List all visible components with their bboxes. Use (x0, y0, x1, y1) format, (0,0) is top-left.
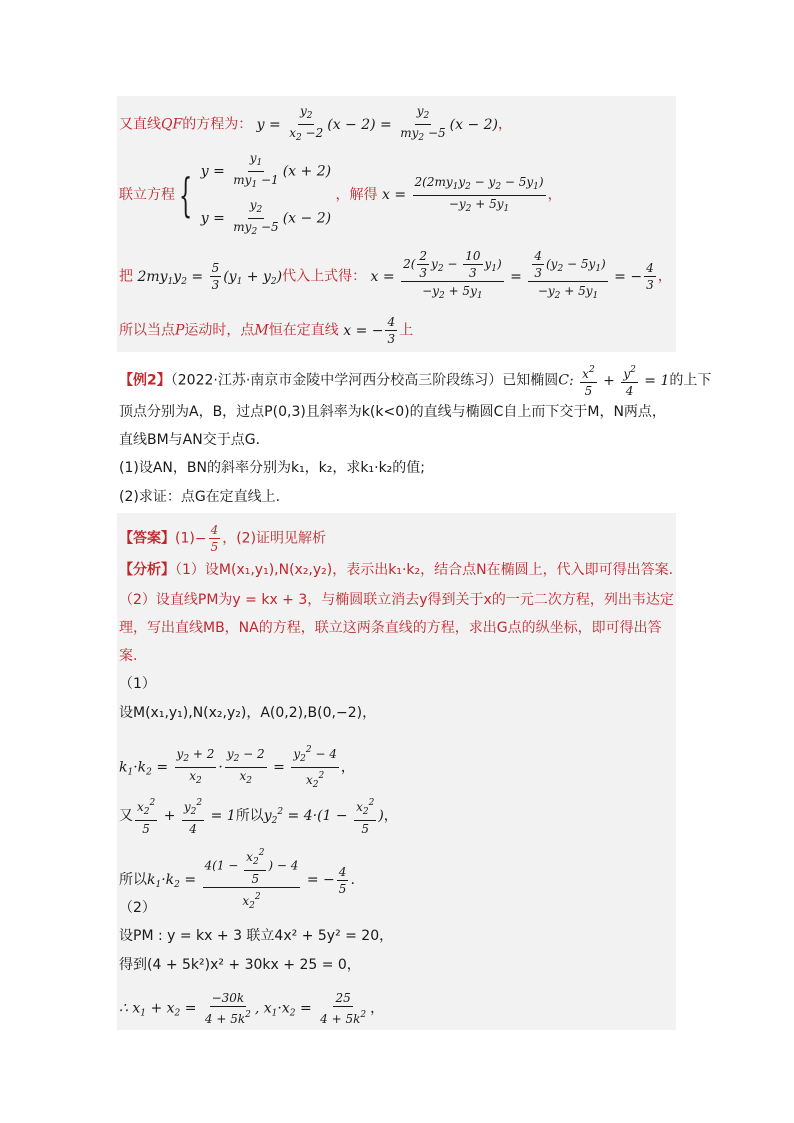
line-system: 联立方程{ y = $\frac{y_1}{my_1 -1}$ (x + 2) y = $\frac{y_2}{my_2 -5}$ (x − 2) ，解得 x = $\frac{2(2my_1y_2 - y_2 - 5y_1)}{-y_2 + 5y_1}$ ， (119, 151, 562, 237)
line-conclusion: 所以当点P运动时，点M恒在定直线 x = − $\frac{4}{3}$ 上 (119, 315, 414, 346)
question-1: (1)设AN，BN的斜率分别为k₁，k₂，求k₁·k₂的值; (119, 460, 426, 476)
solution-k-result: 所以$k_1\cdot k_2$ = 4(1 − $\frac{x_2^2}{5}$ ) − 4 $x_2^2$ = − $\frac{4}{5}$ . (119, 845, 355, 915)
analysis-line-4: 案. (119, 648, 138, 664)
solution-vieta: ∴ $x_1 + x_2$ = $\frac{-30k}{4 + 5k^2}$ , $x_1\cdot x_2$ = $\frac{25}{4 + 5k^2}$ ， (119, 991, 385, 1026)
analysis-line-1: 【分析】（1）设M(x₁,y₁),N(x₂,y₂)，表示出k₁·k₂，结合点N在椭圆上，代入即可得出答案. (119, 562, 674, 578)
solution-pm-line: 设PM : y = kx + 3 联立4x² + 5y² = 20， (119, 928, 394, 944)
solution-quadratic: 得到(4 + 5k²)x² + 30kx + 25 = 0， (119, 957, 361, 973)
solution-ellipse-sub: 又 $\frac{x_2^2}{5}$ + $\frac{y_2^2}{4}$ = 1所以$y_2^2 = 4\cdot(1$ − $\frac{x_2^2}{5}$ )， (119, 795, 398, 837)
example-header: 【例2】（2022·江苏·南京市金陵中学河西分校高三阶段练习）已知椭圆C: $\frac{x^2}{5}$ + $\frac{y^2}{4}$ = 1的上下 (119, 362, 711, 399)
answer-tag: 【答案】 (119, 530, 175, 547)
line-substitute: 把 $2my_1y_2$ = $\frac{5}{3}$ $(y_1 + y_2)$代入上式得： x = 2( $\frac{2}{3}$ $y_2$ − $\frac{10}{3}$ $y_1$) $-y_2 + 5y_1$ = $\frac{4}{3}$ $(y_2 - 5y_1)$ $-y_2 + 5y_1$ = − $\frac{4}{3}$ ， (119, 249, 672, 301)
analysis-tag: 【分析】 (119, 562, 175, 578)
solution-part-1: （1） (119, 676, 156, 692)
analysis-line-2: （2）设直线PM为y = kx + 3，与椭圆联立消去y得到关于x的一元二次方程，列出韦达定 (119, 592, 674, 608)
solution-set-points: 设M(x₁,y₁),N(x₂,y₂)，A(0,2),B(0,−2)， (119, 705, 377, 721)
example-line-3: 直线BM与AN交于点G． (119, 432, 270, 448)
example-line-2: 顶点分别为A，B，过点P(0,3)且斜率为k(k<0)的直线与椭圆C自上而下交于M，N两点， (119, 404, 666, 420)
example-tag: 【例2】 (119, 372, 171, 389)
analysis-line-3: 理，写出直线MB，NA的方程，联立这两条直线的方程，求出G点的纵坐标，即可得出答 (119, 620, 662, 636)
solution-part-2: （2） (119, 900, 156, 916)
solution-k-product: $k_1\cdot k_2$ = $\frac{y_2 + 2}{x_2}$ · $\frac{y_2 - 2}{x_2}$ = $\frac{y_2^2 - 4}{x_2^2}$ ， (119, 742, 355, 793)
answer-line: 【答案】(1)− $\frac{4}{5}$ ，(2)证明见解析 (119, 523, 327, 554)
line-qf-equation: 又直线QF的方程为： y = $\frac{y_2}{x_2 -2}$ (x − 2) = $\frac{y_2}{my_2 -5}$ (x − 2)， (119, 104, 513, 143)
question-2: (2)求证：点G在定直线上. (119, 489, 281, 505)
